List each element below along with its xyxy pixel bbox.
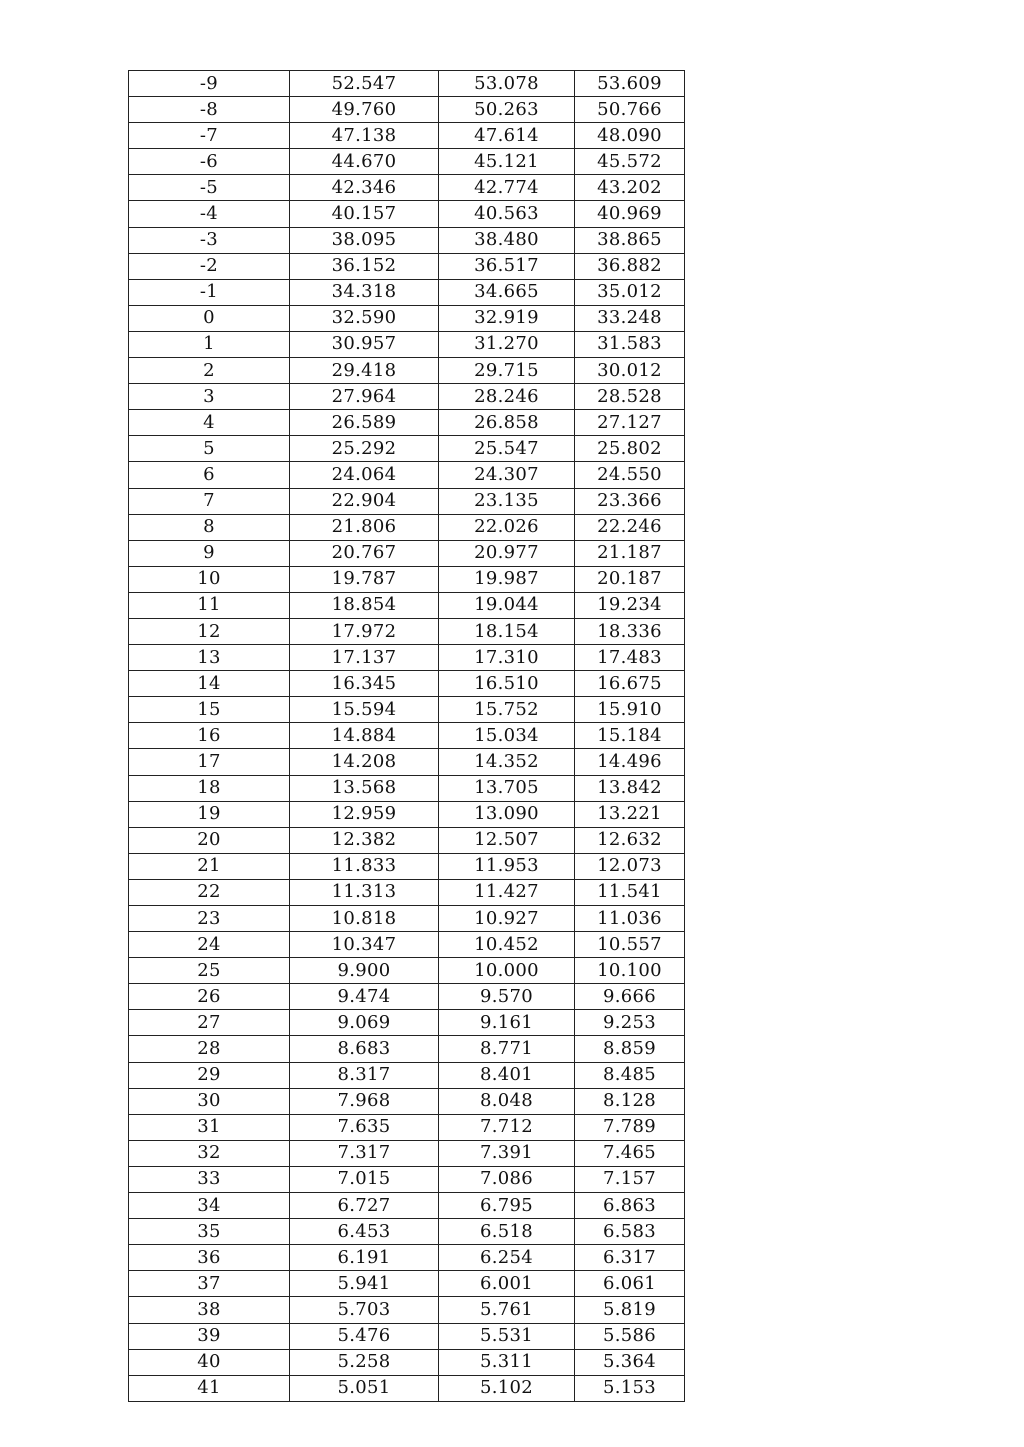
- value-cell-c: 6.583: [575, 1219, 685, 1245]
- value-cell-c: 10.100: [575, 958, 685, 984]
- table-row: [129, 1375, 685, 1401]
- table-row: [129, 1271, 685, 1297]
- value-cell-a: 6.453: [290, 1219, 439, 1245]
- value-cell-b: 11.427: [439, 879, 575, 905]
- value-cell-a: 14.884: [290, 723, 439, 749]
- value-cell-a: 7.015: [290, 1166, 439, 1192]
- value-cell-c: 45.572: [575, 149, 685, 175]
- table-row: [129, 879, 685, 905]
- index-cell: 16: [129, 723, 290, 749]
- table-row: [129, 592, 685, 618]
- value-cell-c: 35.012: [575, 279, 685, 305]
- value-cell-b: 34.665: [439, 279, 575, 305]
- value-cell-b: 50.263: [439, 97, 575, 123]
- value-cell-b: 5.102: [439, 1375, 575, 1401]
- value-cell-c: 5.586: [575, 1323, 685, 1349]
- value-cell-a: 42.346: [290, 175, 439, 201]
- value-cell-c: 7.789: [575, 1114, 685, 1140]
- value-cell-a: 17.972: [290, 618, 439, 644]
- value-cell-a: 22.904: [290, 488, 439, 514]
- value-cell-a: 9.900: [290, 958, 439, 984]
- value-cell-c: 30.012: [575, 358, 685, 384]
- value-cell-b: 8.048: [439, 1088, 575, 1114]
- value-cell-b: 9.570: [439, 984, 575, 1010]
- index-cell: -6: [129, 149, 290, 175]
- value-cell-a: 19.787: [290, 566, 439, 592]
- value-cell-a: 13.568: [290, 775, 439, 801]
- table-row: [129, 566, 685, 592]
- value-cell-c: 9.253: [575, 1010, 685, 1036]
- index-cell: -9: [129, 71, 290, 97]
- value-cell-b: 29.715: [439, 358, 575, 384]
- value-cell-c: 14.496: [575, 749, 685, 775]
- value-cell-c: 20.187: [575, 566, 685, 592]
- value-cell-a: 52.547: [290, 71, 439, 97]
- value-cell-c: 48.090: [575, 123, 685, 149]
- table-row: [129, 436, 685, 462]
- value-cell-c: 6.317: [575, 1245, 685, 1271]
- index-cell: 26: [129, 984, 290, 1010]
- value-cell-a: 8.317: [290, 1062, 439, 1088]
- value-cell-a: 11.313: [290, 879, 439, 905]
- table-row: [129, 488, 685, 514]
- value-cell-c: 28.528: [575, 384, 685, 410]
- value-cell-a: 38.095: [290, 227, 439, 253]
- value-cell-c: 33.248: [575, 305, 685, 331]
- index-cell: 10: [129, 566, 290, 592]
- value-cell-c: 12.632: [575, 827, 685, 853]
- index-cell: 3: [129, 384, 290, 410]
- value-cell-a: 21.806: [290, 514, 439, 540]
- value-cell-b: 5.761: [439, 1297, 575, 1323]
- index-cell: 32: [129, 1140, 290, 1166]
- index-cell: 36: [129, 1245, 290, 1271]
- value-cell-c: 53.609: [575, 71, 685, 97]
- index-cell: -1: [129, 279, 290, 305]
- value-cell-a: 5.051: [290, 1375, 439, 1401]
- table-row: [129, 697, 685, 723]
- table-row: [129, 958, 685, 984]
- table-row: [129, 384, 685, 410]
- table-row: [129, 1193, 685, 1219]
- value-cell-b: 8.401: [439, 1062, 575, 1088]
- index-cell: 7: [129, 488, 290, 514]
- table-row: [129, 645, 685, 671]
- index-cell: 33: [129, 1166, 290, 1192]
- value-cell-b: 19.044: [439, 592, 575, 618]
- value-cell-c: 5.153: [575, 1375, 685, 1401]
- table-row: [129, 227, 685, 253]
- value-cell-c: 27.127: [575, 410, 685, 436]
- index-cell: 38: [129, 1297, 290, 1323]
- value-cell-c: 38.865: [575, 227, 685, 253]
- index-cell: 24: [129, 932, 290, 958]
- value-cell-b: 14.352: [439, 749, 575, 775]
- value-cell-a: 7.968: [290, 1088, 439, 1114]
- index-cell: 5: [129, 436, 290, 462]
- table-row: [129, 410, 685, 436]
- index-cell: 41: [129, 1375, 290, 1401]
- value-cell-c: 25.802: [575, 436, 685, 462]
- value-cell-a: 12.959: [290, 801, 439, 827]
- index-cell: 35: [129, 1219, 290, 1245]
- table-row: [129, 305, 685, 331]
- value-cell-c: 5.819: [575, 1297, 685, 1323]
- table-row: [129, 775, 685, 801]
- index-cell: 39: [129, 1323, 290, 1349]
- table-row: [129, 827, 685, 853]
- value-cell-a: 5.941: [290, 1271, 439, 1297]
- value-cell-b: 15.752: [439, 697, 575, 723]
- value-cell-b: 6.001: [439, 1271, 575, 1297]
- value-cell-b: 13.705: [439, 775, 575, 801]
- value-cell-a: 10.347: [290, 932, 439, 958]
- index-cell: 6: [129, 462, 290, 488]
- value-cell-a: 29.418: [290, 358, 439, 384]
- table-row: [129, 1166, 685, 1192]
- value-cell-b: 19.987: [439, 566, 575, 592]
- table-row: [129, 1297, 685, 1323]
- value-cell-b: 23.135: [439, 488, 575, 514]
- index-cell: 1: [129, 331, 290, 357]
- value-cell-a: 15.594: [290, 697, 439, 723]
- value-cell-c: 17.483: [575, 645, 685, 671]
- value-cell-c: 18.336: [575, 618, 685, 644]
- value-cell-c: 7.465: [575, 1140, 685, 1166]
- table-row: [129, 906, 685, 932]
- table-row: [129, 671, 685, 697]
- value-cell-a: 49.760: [290, 97, 439, 123]
- value-cell-c: 6.061: [575, 1271, 685, 1297]
- value-cell-c: 13.221: [575, 801, 685, 827]
- value-cell-b: 6.795: [439, 1193, 575, 1219]
- index-cell: 25: [129, 958, 290, 984]
- table-row: [129, 97, 685, 123]
- index-cell: 21: [129, 853, 290, 879]
- value-cell-b: 26.858: [439, 410, 575, 436]
- index-cell: 40: [129, 1349, 290, 1375]
- value-cell-b: 18.154: [439, 618, 575, 644]
- table-row: [129, 1062, 685, 1088]
- value-cell-c: 12.073: [575, 853, 685, 879]
- value-cell-b: 47.614: [439, 123, 575, 149]
- index-cell: 12: [129, 618, 290, 644]
- table-row: [129, 175, 685, 201]
- value-cell-a: 25.292: [290, 436, 439, 462]
- value-cell-a: 6.727: [290, 1193, 439, 1219]
- value-cell-c: 9.666: [575, 984, 685, 1010]
- value-cell-b: 7.086: [439, 1166, 575, 1192]
- value-cell-b: 5.311: [439, 1349, 575, 1375]
- value-cell-a: 27.964: [290, 384, 439, 410]
- table-row: [129, 1219, 685, 1245]
- value-cell-c: 23.366: [575, 488, 685, 514]
- value-cell-c: 36.882: [575, 253, 685, 279]
- table-row: [129, 462, 685, 488]
- value-cell-a: 34.318: [290, 279, 439, 305]
- value-cell-c: 10.557: [575, 932, 685, 958]
- value-cell-a: 40.157: [290, 201, 439, 227]
- value-cell-c: 15.184: [575, 723, 685, 749]
- value-cell-b: 13.090: [439, 801, 575, 827]
- value-cell-b: 5.531: [439, 1323, 575, 1349]
- index-cell: 22: [129, 879, 290, 905]
- value-cell-b: 10.452: [439, 932, 575, 958]
- table-row: [129, 540, 685, 566]
- index-cell: -2: [129, 253, 290, 279]
- table-row: [129, 1036, 685, 1062]
- value-cell-a: 6.191: [290, 1245, 439, 1271]
- value-cell-a: 5.703: [290, 1297, 439, 1323]
- value-cell-c: 7.157: [575, 1166, 685, 1192]
- value-cell-b: 6.254: [439, 1245, 575, 1271]
- value-cell-b: 16.510: [439, 671, 575, 697]
- index-cell: 19: [129, 801, 290, 827]
- table-row: [129, 279, 685, 305]
- value-cell-c: 6.863: [575, 1193, 685, 1219]
- value-cell-b: 32.919: [439, 305, 575, 331]
- table-row: [129, 853, 685, 879]
- table-row: [129, 749, 685, 775]
- table-row: [129, 71, 685, 97]
- table-row: [129, 1140, 685, 1166]
- value-cell-a: 11.833: [290, 853, 439, 879]
- value-cell-a: 14.208: [290, 749, 439, 775]
- index-cell: 37: [129, 1271, 290, 1297]
- value-cell-a: 5.258: [290, 1349, 439, 1375]
- index-cell: -5: [129, 175, 290, 201]
- index-cell: 18: [129, 775, 290, 801]
- table-row: [129, 1088, 685, 1114]
- value-cell-b: 28.246: [439, 384, 575, 410]
- value-cell-b: 31.270: [439, 331, 575, 357]
- value-cell-a: 17.137: [290, 645, 439, 671]
- index-cell: 28: [129, 1036, 290, 1062]
- index-cell: 9: [129, 540, 290, 566]
- table-row: [129, 1323, 685, 1349]
- value-cell-c: 11.541: [575, 879, 685, 905]
- value-cell-b: 45.121: [439, 149, 575, 175]
- value-cell-c: 21.187: [575, 540, 685, 566]
- table-row: [129, 253, 685, 279]
- value-cell-b: 24.307: [439, 462, 575, 488]
- value-cell-a: 30.957: [290, 331, 439, 357]
- table-row: [129, 331, 685, 357]
- value-cell-c: 43.202: [575, 175, 685, 201]
- value-cell-b: 42.774: [439, 175, 575, 201]
- value-cell-a: 7.317: [290, 1140, 439, 1166]
- table-row: [129, 1245, 685, 1271]
- value-cell-a: 8.683: [290, 1036, 439, 1062]
- table-row: [129, 723, 685, 749]
- value-cell-c: 22.246: [575, 514, 685, 540]
- index-cell: 11: [129, 592, 290, 618]
- index-cell: 2: [129, 358, 290, 384]
- value-cell-c: 8.485: [575, 1062, 685, 1088]
- value-cell-c: 8.859: [575, 1036, 685, 1062]
- value-cell-c: 15.910: [575, 697, 685, 723]
- index-cell: 23: [129, 906, 290, 932]
- value-cell-a: 44.670: [290, 149, 439, 175]
- table-row: [129, 1349, 685, 1375]
- value-cell-a: 12.382: [290, 827, 439, 853]
- value-cell-a: 36.152: [290, 253, 439, 279]
- value-cell-a: 9.474: [290, 984, 439, 1010]
- value-cell-a: 16.345: [290, 671, 439, 697]
- data-table-body: [129, 71, 685, 1402]
- index-cell: 31: [129, 1114, 290, 1140]
- index-cell: -3: [129, 227, 290, 253]
- index-cell: 8: [129, 514, 290, 540]
- value-cell-b: 11.953: [439, 853, 575, 879]
- index-cell: -8: [129, 97, 290, 123]
- index-cell: 14: [129, 671, 290, 697]
- table-row: [129, 1114, 685, 1140]
- value-cell-b: 36.517: [439, 253, 575, 279]
- index-cell: 4: [129, 410, 290, 436]
- value-cell-b: 10.000: [439, 958, 575, 984]
- value-cell-b: 20.977: [439, 540, 575, 566]
- value-cell-c: 13.842: [575, 775, 685, 801]
- index-cell: -4: [129, 201, 290, 227]
- value-cell-a: 10.818: [290, 906, 439, 932]
- index-cell: 27: [129, 1010, 290, 1036]
- table-row: [129, 514, 685, 540]
- value-cell-b: 12.507: [439, 827, 575, 853]
- index-cell: 15: [129, 697, 290, 723]
- value-cell-b: 6.518: [439, 1219, 575, 1245]
- value-cell-b: 10.927: [439, 906, 575, 932]
- value-cell-c: 11.036: [575, 906, 685, 932]
- value-cell-a: 26.589: [290, 410, 439, 436]
- value-cell-c: 24.550: [575, 462, 685, 488]
- value-cell-b: 22.026: [439, 514, 575, 540]
- table-row: [129, 201, 685, 227]
- value-cell-c: 5.364: [575, 1349, 685, 1375]
- value-cell-b: 53.078: [439, 71, 575, 97]
- value-cell-c: 19.234: [575, 592, 685, 618]
- value-cell-b: 9.161: [439, 1010, 575, 1036]
- index-cell: 30: [129, 1088, 290, 1114]
- data-table: [128, 70, 685, 1402]
- value-cell-b: 17.310: [439, 645, 575, 671]
- value-cell-b: 7.391: [439, 1140, 575, 1166]
- table-row: [129, 1010, 685, 1036]
- value-cell-a: 7.635: [290, 1114, 439, 1140]
- value-cell-a: 32.590: [290, 305, 439, 331]
- index-cell: 0: [129, 305, 290, 331]
- value-cell-a: 18.854: [290, 592, 439, 618]
- value-cell-b: 25.547: [439, 436, 575, 462]
- index-cell: 20: [129, 827, 290, 853]
- value-cell-a: 5.476: [290, 1323, 439, 1349]
- value-cell-c: 16.675: [575, 671, 685, 697]
- table-row: [129, 149, 685, 175]
- index-cell: 13: [129, 645, 290, 671]
- value-cell-b: 15.034: [439, 723, 575, 749]
- value-cell-a: 24.064: [290, 462, 439, 488]
- table-row: [129, 932, 685, 958]
- value-cell-b: 38.480: [439, 227, 575, 253]
- value-cell-c: 8.128: [575, 1088, 685, 1114]
- table-row: [129, 123, 685, 149]
- value-cell-b: 8.771: [439, 1036, 575, 1062]
- value-cell-c: 50.766: [575, 97, 685, 123]
- value-cell-a: 47.138: [290, 123, 439, 149]
- table-row: [129, 618, 685, 644]
- table-row: [129, 358, 685, 384]
- value-cell-a: 9.069: [290, 1010, 439, 1036]
- index-cell: 29: [129, 1062, 290, 1088]
- table-row: [129, 984, 685, 1010]
- value-cell-a: 20.767: [290, 540, 439, 566]
- index-cell: -7: [129, 123, 290, 149]
- value-cell-b: 7.712: [439, 1114, 575, 1140]
- index-cell: 17: [129, 749, 290, 775]
- value-cell-c: 31.583: [575, 331, 685, 357]
- index-cell: 34: [129, 1193, 290, 1219]
- value-cell-b: 40.563: [439, 201, 575, 227]
- value-cell-c: 40.969: [575, 201, 685, 227]
- table-row: [129, 801, 685, 827]
